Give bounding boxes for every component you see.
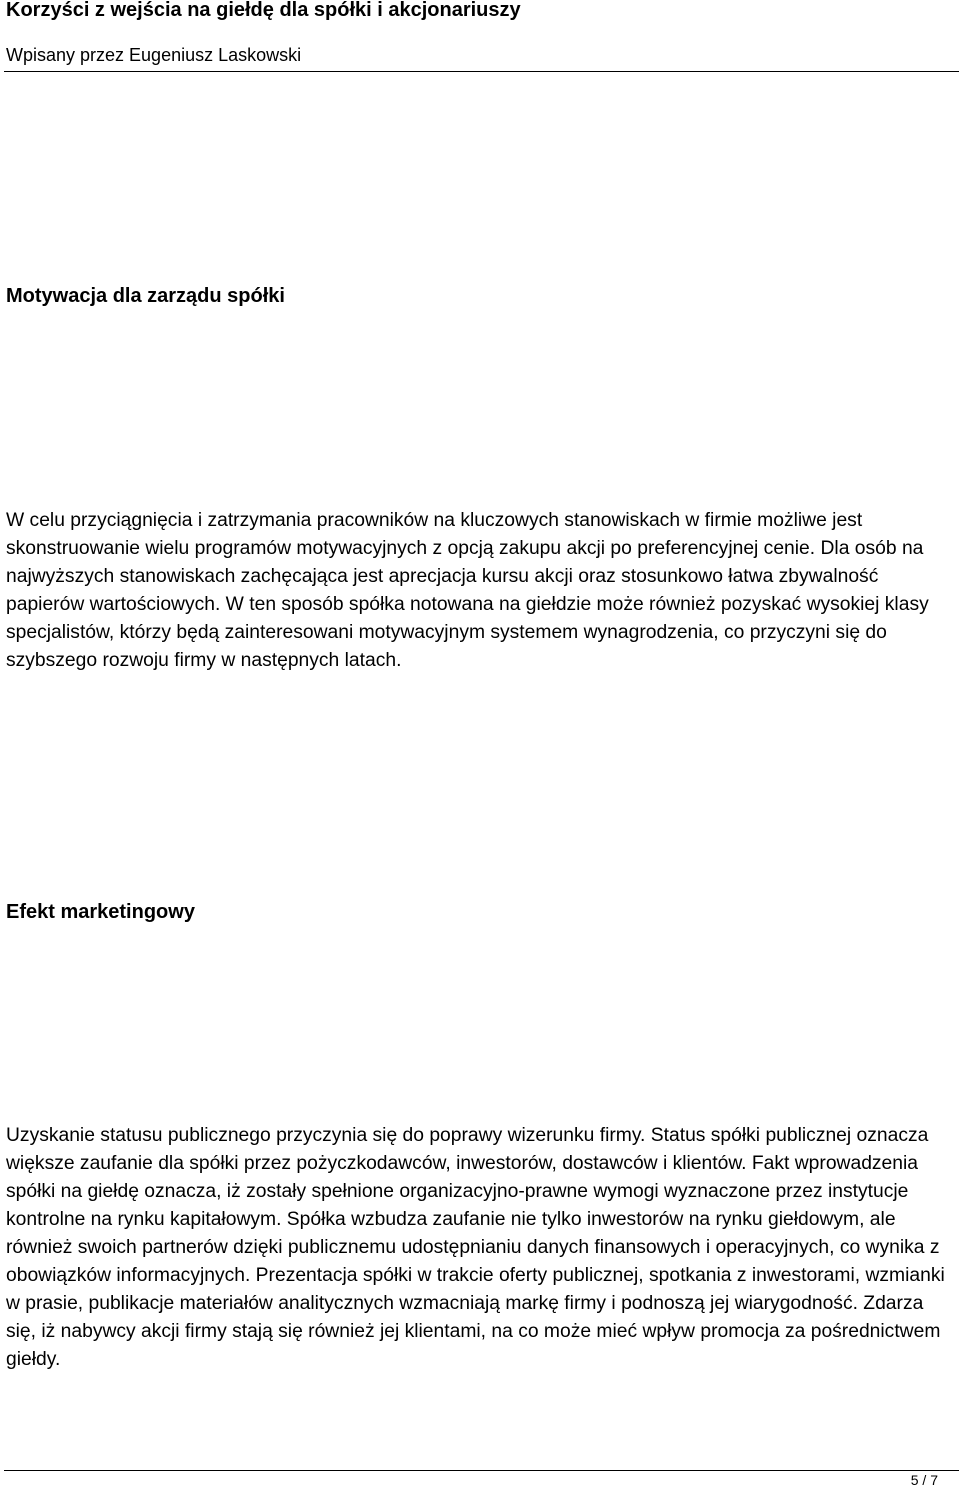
section-heading-motivation: Motywacja dla zarządu spółki xyxy=(6,285,285,307)
author-line: Wpisany przez Eugeniusz Laskowski xyxy=(6,45,302,65)
section-heading-marketing: Efekt marketingowy xyxy=(6,901,195,923)
page-number: 5 / 7 xyxy=(910,1472,938,1488)
section-body-marketing: Uzyskanie statusu publicznego przyczynia się do poprawy wizerunku firmy. Status spółki publicznej oznacza większe zaufanie dla spółki przez pożyczkodawców, inwestorów, dostawców i klientów. Fakt wprowadzenia spółki na giełdę oznacza, iż zostały spełnione organizacyjno-prawne wymogi wyznaczone przez instytucje kontrolne na rynku kapitałowym. Spółka wzbudza zaufanie nie tylko inwestorów na rynku giełdowym, ale również swoich partnerów dzięki publicznemu udostępnianiu danych finansowych i operacyjnych, co wynika z obowiązków informacyjnych. Prezentacja spółki w trakcie oferty publicznej, spotkania z inwestorami, wzmianki w prasie, publikacje materiałów analitycznych wzmacniają markę firmy i podnoszą jej wiarygodność. Zdarza się, iż nabywcy akcji firmy stają się również jej klientami, na co może mieć wpływ promocja za pośrednictwem giełdy. xyxy=(6,1125,945,1370)
footer-divider xyxy=(4,1470,959,1471)
document-title: Korzyści z wejścia na giełdę dla spółki i akcjonariuszy xyxy=(6,0,521,21)
header-divider xyxy=(4,71,959,72)
section-body-motivation: W celu przyciągnięcia i zatrzymania pracowników na kluczowych stanowiskach w firmie możliwe jest skonstruowanie wielu programów motywacyjnych z opcją zakupu akcji po preferencyjnej cenie. Dla osób na najwyższych stanowiskach zachęcająca jest aprecjacja kursu akcji oraz stosunkowo łatwa zbywalność papierów wartościowych. W ten sposób spółka notowana na giełdzie może również pozyskać wysokiej klasy specjalistów, którzy będą zainteresowani motywacyjnym systemem wynagrodzenia, co przyczyni się do szybszego rozwoju firmy w następnych latach. xyxy=(6,510,929,671)
